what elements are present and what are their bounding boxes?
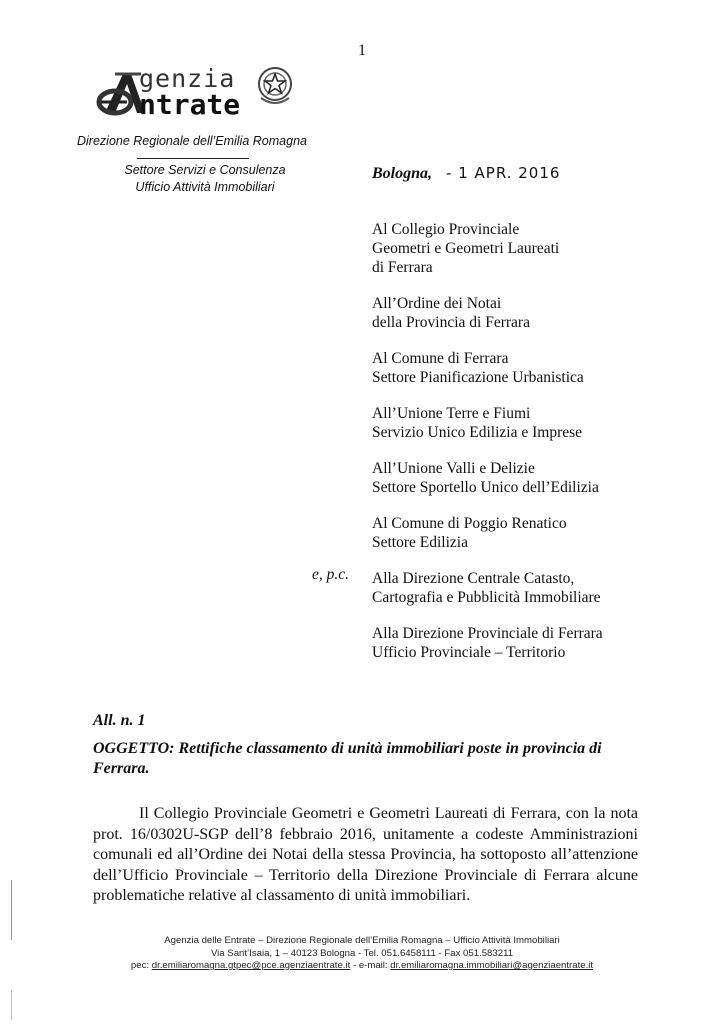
recipient-line: Servizio Unico Edilizia e Imprese <box>372 424 583 441</box>
recipient-line: della Provincia di Ferrara <box>372 314 530 331</box>
recipient-line: All’Unione Terre e Fiumi <box>372 405 531 422</box>
recipient-line: Ufficio Provinciale – Territorio <box>372 644 566 661</box>
footer <box>0 935 724 973</box>
pec-link[interactable]: dr.emiliaromagna.gtpec@pce.agenziaentrate.it <box>151 960 351 971</box>
recipient-line: Al Collegio Provinciale <box>372 221 520 238</box>
subject <box>93 739 638 779</box>
regional-directorate: Direzione Regionale dell’Emilia Romagna <box>77 134 307 148</box>
recipient <box>372 404 712 442</box>
place: Bologna, <box>372 165 433 182</box>
recipient <box>372 514 712 552</box>
recipients-list <box>372 220 712 679</box>
recipient-line: All’Ordine dei Notai <box>372 295 502 312</box>
office-sector: Settore Servizi e Consulenza <box>124 163 286 177</box>
cc-label: e, p.c. <box>312 566 350 583</box>
footer-line-2: Via Sant’Isaia, 1 – 40123 Bologna - Tel. 051.6458111 - Fax 051.583211 <box>210 947 514 959</box>
recipient-line: Settore Edilizia <box>372 534 468 551</box>
recipient-line: Cartografia e Pubblicità Immobiliare <box>372 589 601 606</box>
logo-word-ntrate: ntrate <box>139 88 241 121</box>
recipient-line: All’Unione Valli e Delizie <box>372 460 535 477</box>
republic-emblem-icon <box>255 62 295 110</box>
body-paragraph: Il Collegio Provinciale Geometri e Geometri Laureati di Ferrara, con la nota prot. 16/0302U-SGP dell’8 febbraio 2016, unitamente a codeste Amministrazioni comunali ed all’Ordine dei Notai della stessa Provincia, ha sottoposto all’attenzione dell’Ufficio Provinciale – Territorio della Direzione Provinciale di Ferrara alcune problematiche relative al classamento di unità immobiliari. <box>93 805 638 904</box>
subject-text: Rettifiche classamento di unità immobiliari poste in provincia di Ferrara. <box>93 740 602 777</box>
attachments-count: All. n. 1 <box>93 712 146 729</box>
footer-line-1: Agenzia delle Entrate – Direzione Regionale dell’Emilia Romagna – Ufficio Attività Immobiliari <box>164 935 560 946</box>
recipient-line: Al Comune di Poggio Renatico <box>372 515 567 532</box>
subject-label: OGGETTO: <box>93 740 175 757</box>
recipient-cc <box>372 569 712 607</box>
page-number: 1 <box>358 42 366 59</box>
footer-line-3 <box>0 960 724 973</box>
email-label: e-mail: <box>358 960 388 971</box>
recipient-cc <box>372 624 712 662</box>
recipient-line: Alla Direzione Provinciale di Ferrara <box>372 625 603 642</box>
recipient-line: Al Comune di Ferrara <box>372 350 509 367</box>
recipient <box>372 220 712 277</box>
office-unit: Ufficio Attività Immobiliari <box>135 180 275 194</box>
recipient <box>372 459 712 497</box>
scan-artifact <box>11 880 12 940</box>
recipient-line: Geometri e Geometri Laureati <box>372 240 560 257</box>
date-stamp: - 1 APR. 2016 <box>446 164 561 182</box>
recipient-line: Settore Pianificazione Urbanistica <box>372 369 584 386</box>
recipient <box>372 294 712 332</box>
office-name <box>80 162 330 196</box>
agency-logo <box>95 62 295 122</box>
logo-word-genzia: genzia <box>139 64 236 93</box>
footer-separator: - <box>352 960 357 971</box>
recipient-line: Alla Direzione Centrale Catasto, <box>372 570 575 587</box>
scan-artifact <box>11 990 12 1020</box>
email-link[interactable]: dr.emiliaromagna.immobiliari@agenziaentrate.it <box>390 960 594 971</box>
place-date <box>372 164 560 183</box>
recipient-line: Settore Sportello Unico dell’Edilizia <box>372 479 599 496</box>
recipient <box>372 349 712 387</box>
header-divider <box>137 158 249 159</box>
pec-label: pec: <box>130 960 150 971</box>
recipient-line: di Ferrara <box>372 259 433 276</box>
